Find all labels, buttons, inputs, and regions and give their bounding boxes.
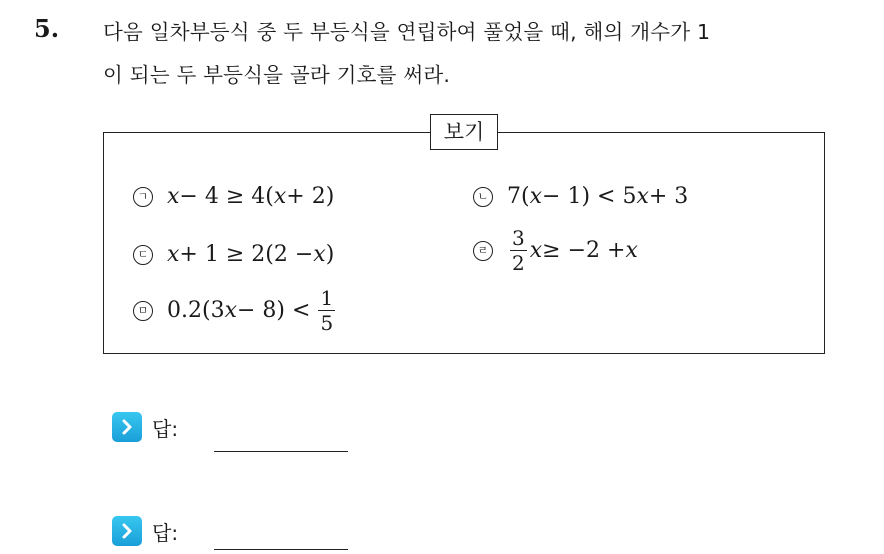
bogi-item-1: [133, 184, 334, 209]
answer-row-2: [112, 516, 178, 546]
fraction: [510, 226, 527, 275]
item-var: x: [529, 238, 543, 263]
fraction: [318, 286, 335, 335]
answer-blank-1[interactable]: [214, 451, 348, 452]
item-var: x: [167, 184, 180, 209]
arrow-right-icon: [112, 516, 142, 546]
item-expr: 7(: [507, 184, 530, 209]
answer-blank-2[interactable]: [214, 549, 348, 550]
item-expr: + 2): [286, 184, 335, 209]
item-var: x: [313, 242, 326, 267]
bogi-item-5: [133, 286, 338, 335]
item-var: x: [273, 184, 287, 209]
bogi-item-3: [133, 242, 334, 267]
arrow-right-icon: [112, 412, 142, 442]
item-var: x: [529, 184, 543, 209]
item-mark: ㄴ: [473, 187, 493, 207]
fraction-numerator: 3: [512, 226, 525, 250]
item-expr: + 1 ≥ 2(2 −: [179, 242, 314, 267]
fraction-denominator: 2: [512, 251, 525, 275]
item-var: x: [636, 184, 649, 209]
bogi-title: 보기: [430, 114, 498, 150]
item-expr: 0.2(3: [167, 298, 225, 323]
item-var: x: [167, 242, 180, 267]
item-expr: − 4 ≥ 4(: [179, 184, 274, 209]
item-mark: ㄱ: [133, 187, 153, 207]
item-expr: − 8) <: [237, 298, 311, 323]
item-expr: ): [325, 242, 335, 267]
question-text-line-1: 다음 일차부등식 중 두 부등식을 연립하여 풀었을 때, 해의 개수가 1: [103, 20, 711, 44]
question-text-line-2: 이 되는 두 부등식을 골라 기호를 써라.: [103, 63, 451, 87]
item-expr: − 1) < 5: [542, 184, 637, 209]
bogi-item-4: [473, 226, 638, 275]
item-expr: ≥ −2 +: [542, 238, 626, 263]
answer-row-1: [112, 412, 178, 442]
question-number: 5.: [34, 14, 60, 43]
bogi-item-2: [473, 184, 688, 209]
item-var: x: [625, 238, 638, 263]
item-mark: ㄹ: [473, 241, 493, 261]
fraction-numerator: 1: [320, 286, 334, 310]
item-var: x: [224, 298, 237, 323]
answer-label: 답:: [152, 416, 179, 441]
item-expr: + 3: [648, 184, 689, 209]
item-mark: ㅁ: [133, 301, 153, 321]
answer-label: 답:: [152, 520, 179, 545]
item-mark: ㄷ: [133, 245, 153, 265]
fraction-denominator: 5: [320, 311, 334, 335]
